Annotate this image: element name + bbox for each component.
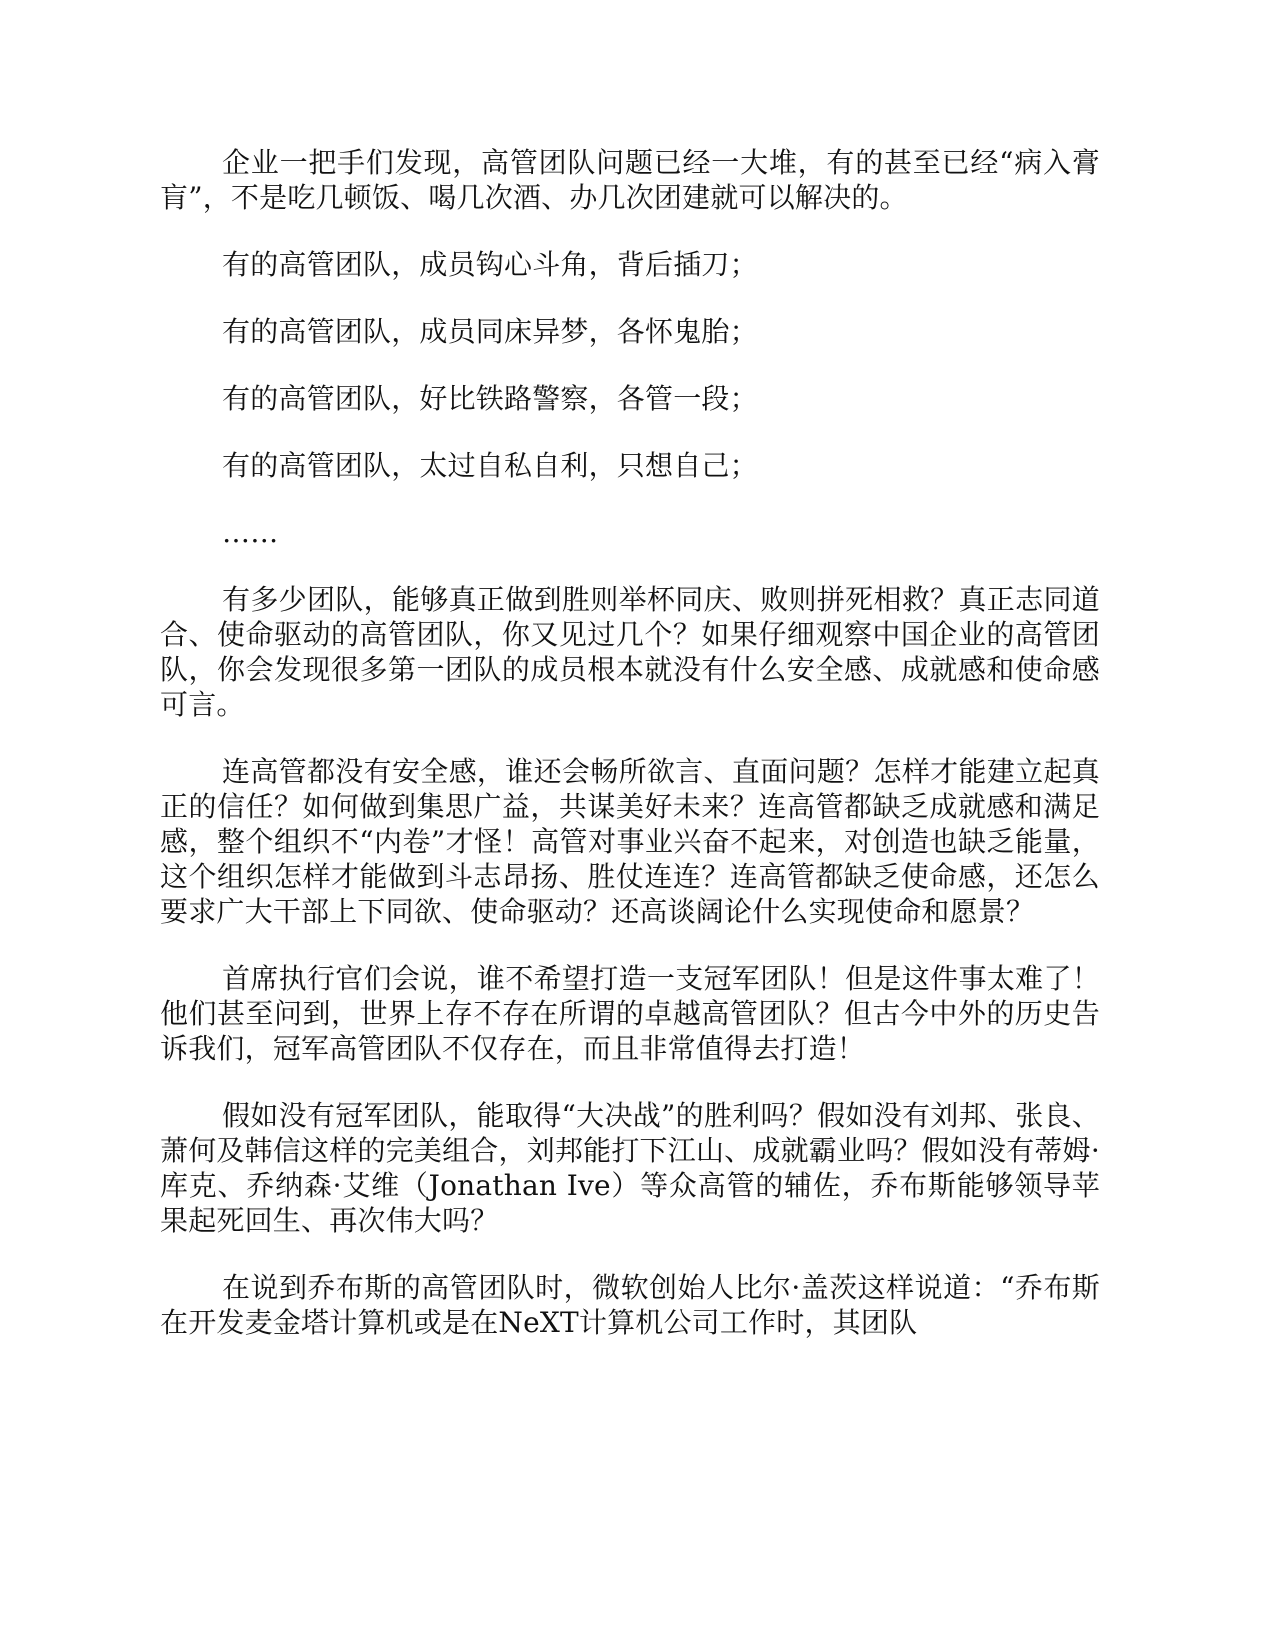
paragraph: 有的高管团队，成员钩心斗角，背后插刀； [222, 248, 758, 281]
paragraph: 有多少团队，能够真正做到胜则举杯同庆、败则拼死相救？真正志同道合、使命驱动的高管团队，你又见过几个？如果仔细观察中国企业的高管团队，你会发现很多第一团队的成员根本就没有什么安全感、成就感和使命感可言。 [160, 583, 1100, 721]
paragraph: 在说到乔布斯的高管团队时，微软创始人比尔·盖茨这样说道：“乔布斯在开发麦金塔计算机或是在NeXT计算机公司工作时，其团队 [160, 1271, 1100, 1339]
ellipsis-line: …… [222, 516, 279, 549]
paragraph: 连高管都没有安全感，谁还会畅所欲言、直面问题？怎样才能建立起真正的信任？如何做到集思广益，共谋美好未来？连高管都缺乏成就感和满足感，整个组织不“内卷”才怪！高管对事业兴奋不起来，对创造也缺乏能量，这个组织怎样才能做到斗志昂扬、胜仗连连？连高管都缺乏使命感，还怎么要求广大干部上下同欲、使命驱动？还高谈阔论什么实现使命和愿景？ [160, 755, 1100, 928]
paragraph: 企业一把手们发现，高管团队问题已经一大堆，有的甚至已经“病入膏肓”，不是吃几顿饭、喝几次酒、办几次团建就可以解决的。 [160, 146, 1100, 214]
document-page [160, 145, 1100, 1372]
paragraph: 有的高管团队，好比铁路警察，各管一段； [222, 382, 758, 415]
paragraph: 有的高管团队，太过自私自利，只想自己； [222, 449, 758, 482]
paragraph: 首席执行官们会说，谁不希望打造一支冠军团队！但是这件事太难了！他们甚至问到，世界上存不存在所谓的卓越高管团队？但古今中外的历史告诉我们，冠军高管团队不仅存在，而且非常值得去打造！ [160, 962, 1100, 1065]
paragraph: 假如没有冠军团队，能取得“大决战”的胜利吗？假如没有刘邦、张良、萧何及韩信这样的完美组合，刘邦能打下江山、成就霸业吗？假如没有蒂姆·库克、乔纳森·艾维（Jonathan Ive）等众高管的辅佐，乔布斯能够领导苹果起死回生、再次伟大吗？ [160, 1099, 1100, 1237]
paragraph: 有的高管团队，成员同床异梦，各怀鬼胎； [222, 315, 758, 348]
